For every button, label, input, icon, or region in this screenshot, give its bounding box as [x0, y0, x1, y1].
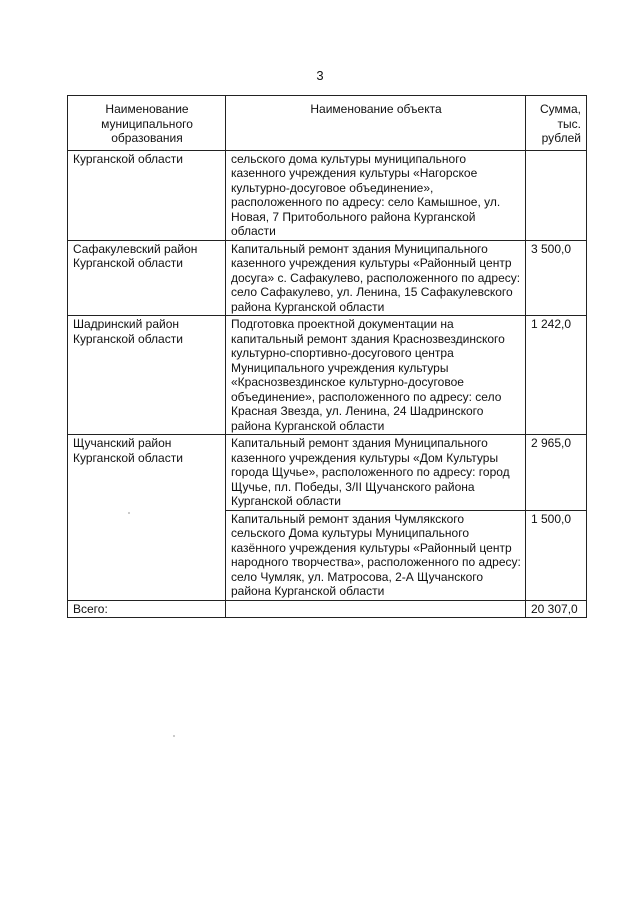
total-sum: 20 307,0	[526, 600, 587, 618]
table-header-row	[68, 96, 587, 151]
table-row	[68, 240, 587, 316]
header-municipality: Наименование муниципального образования	[68, 96, 226, 151]
scan-speck	[128, 512, 130, 514]
header-sum: Сумма, тыс. рублей	[526, 96, 587, 151]
sum-cell: 1 242,0	[526, 316, 587, 435]
total-label: Всего:	[68, 600, 226, 618]
sum-cell: 2 965,0	[526, 435, 587, 511]
sum-cell	[526, 150, 587, 240]
table-row	[68, 150, 587, 240]
object-cell: Капитальный ремонт здания Чумлякского сельского Дома культуры Муниципального казённого учреждения культуры «Районный центр народного творчества», расположенного по адресу: село Чумляк, ул. Матросова, 2-А Щучанского района Курганской области	[226, 510, 526, 600]
header-object: Наименование объекта	[226, 96, 526, 151]
sum-cell: 1 500,0	[526, 510, 587, 600]
sum-cell: 3 500,0	[526, 240, 587, 316]
funding-table	[67, 95, 587, 618]
municipality-cell: Щучанский район Курганской области	[68, 435, 226, 601]
total-row	[68, 600, 587, 618]
municipality-cell: Курганской области	[68, 150, 226, 240]
scan-speck	[173, 735, 175, 737]
municipality-cell: Шадринский район Курганской области	[68, 316, 226, 435]
object-cell: сельского дома культуры муниципального казенного учреждения культуры «Нагорское культурно-досуговое объединение», расположенного по адресу: село Камышное, ул. Новая, 7 Притобольного района Курганской области	[226, 150, 526, 240]
page-number: 3	[316, 68, 324, 83]
object-cell: Капитальный ремонт здания Муниципального казенного учреждения культуры «Районный центр досуга» с. Сафакулево, расположенного по адресу: село Сафакулево, ул. Ленина, 15 Сафакулевского района Курганской области	[226, 240, 526, 316]
municipality-cell: Сафакулевский район Курганской области	[68, 240, 226, 316]
table-row	[68, 316, 587, 435]
object-cell: Подготовка проектной документации на капитальный ремонт здания Краснозвездинского культурно-спортивно-досугового центра Муниципального учреждения культуры «Краснозвездинское культурно-досуговое объединение», расположенного по адресу: село Красная Звезда, ул. Ленина, 24 Шадринского района Курганской области	[226, 316, 526, 435]
total-object-cell	[226, 600, 526, 618]
table-row	[68, 435, 587, 511]
object-cell: Капитальный ремонт здания Муниципального казенного учреждения культуры «Дом Культуры города Щучье», расположенного по адресу: город Щучье, пл. Победы, 3/II Щучанского района Курганской области	[226, 435, 526, 511]
